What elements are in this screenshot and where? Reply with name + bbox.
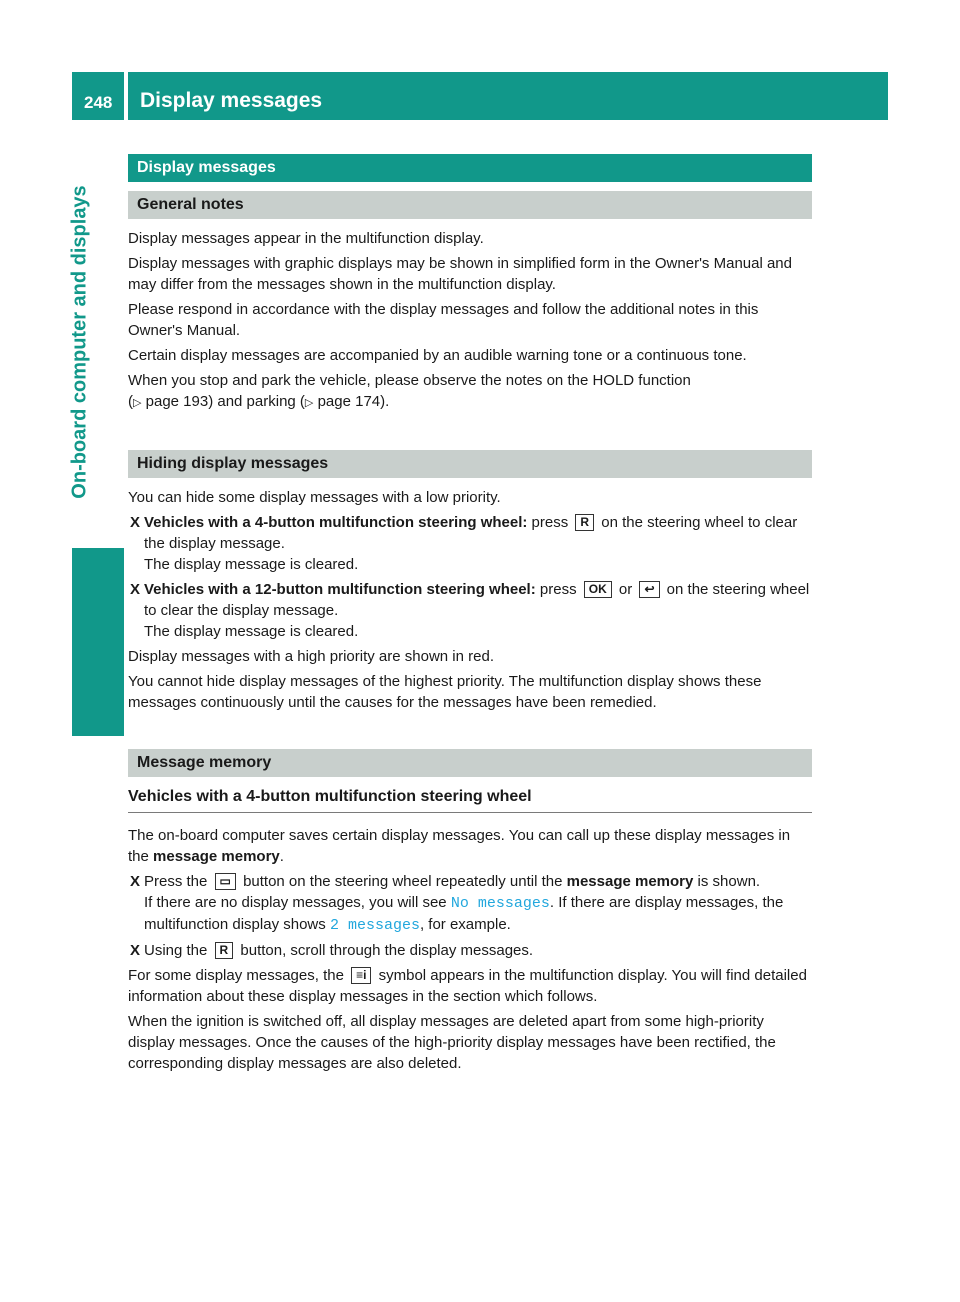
back-key-icon: ↩ bbox=[639, 581, 659, 598]
general-p1: Display messages appear in the multifunction display. bbox=[128, 230, 484, 247]
action-arrow-icon: X bbox=[130, 873, 141, 890]
memory-p3: When the ignition is switched off, all display messages are deleted apart from some high-priority display messages. Once the causes of the high-priority display messages have been rectified, the corresponding display messages are also deleted. bbox=[128, 1013, 776, 1072]
page-link-174[interactable]: page 174). bbox=[317, 393, 390, 410]
action-arrow-icon: X bbox=[130, 514, 141, 531]
page-number: 248 bbox=[84, 93, 113, 112]
ok-key-icon: OK bbox=[584, 581, 612, 598]
manual-symbol-icon: ≡i bbox=[351, 967, 371, 984]
action-arrow-icon: X bbox=[130, 581, 141, 598]
page-link-193[interactable]: page 193) and parking ( bbox=[145, 393, 305, 410]
chapter-tab bbox=[72, 548, 124, 736]
hiding-bullet-1: X Vehicles with a 4-button multifunction steering wheel: press R on the steering wheel to clear the display message. The display message is cleared. bbox=[130, 514, 798, 573]
hiding-bullet-2: X Vehicles with a 12-button multifunction steering wheel: press OK or ↩ on the steering wheel to clear the display message. The display message is cleared. bbox=[130, 581, 810, 640]
action-arrow-icon: X bbox=[130, 942, 141, 959]
memory-p2: For some display messages, the ≡i symbol appears in the multifunction display. You will find detailed information about these display messages in the section which follows. bbox=[128, 967, 807, 1005]
header-divider bbox=[124, 72, 128, 120]
general-p4: Certain display messages are accompanied by an audible warning tone or a continuous tone. bbox=[128, 347, 747, 364]
page-ref-arrow-icon: ▷ bbox=[304, 397, 314, 409]
reset-key-icon: R bbox=[215, 942, 234, 959]
general-p3: Please respond in accordance with the display messages and follow the additional notes in this Owner's Manual. bbox=[128, 301, 759, 339]
side-chapter-label: On-board computer and displays bbox=[68, 185, 91, 499]
page-ref-arrow-icon: ▷ bbox=[133, 397, 142, 409]
general-p5: When you stop and park the vehicle, please observe the notes on the HOLD function (▷ page 193) and parking (▷ page 174). bbox=[128, 372, 691, 410]
memory-bullet-1: X Press the ▭ button on the steering wheel repeatedly until the message memory is shown. If there are no display messages, you will see No messages. If there are display messages, the multifunction display shows 2 messages, for example. bbox=[130, 873, 784, 934]
page-content bbox=[128, 154, 812, 1078]
two-messages-display-text: 2 messages bbox=[329, 917, 420, 934]
general-p2: Display messages with graphic displays may be shown in simplified form in the Owner's Manual and may differ from the messages shown in the multifunction display. bbox=[128, 255, 792, 293]
memory-bullet-2: X Using the R button, scroll through the display messages. bbox=[130, 942, 534, 959]
hiding-p1: You can hide some display messages with a low priority. bbox=[128, 489, 501, 506]
reset-key-icon: R bbox=[575, 514, 594, 531]
general-notes-heading: General notes bbox=[128, 191, 812, 219]
hiding-p2: Display messages with a high priority are shown in red. bbox=[128, 648, 494, 665]
memory-p1: The on-board computer saves certain display messages. You can call up these display messages in the message memory. bbox=[128, 827, 791, 865]
memory-heading: Message memory bbox=[128, 749, 812, 777]
section-title: Display messages bbox=[128, 154, 812, 182]
memory-subheading: Vehicles with a 4-button multifunction steering wheel bbox=[128, 786, 812, 813]
hiding-p3: You cannot hide display messages of the highest priority. The multifunction display shows these messages continuously until the causes for the messages have been remedied. bbox=[128, 673, 762, 711]
no-messages-display-text: No messages bbox=[450, 895, 550, 912]
hiding-heading: Hiding display messages bbox=[128, 450, 812, 478]
header-title: Display messages bbox=[140, 89, 323, 112]
display-key-icon: ▭ bbox=[215, 873, 236, 890]
